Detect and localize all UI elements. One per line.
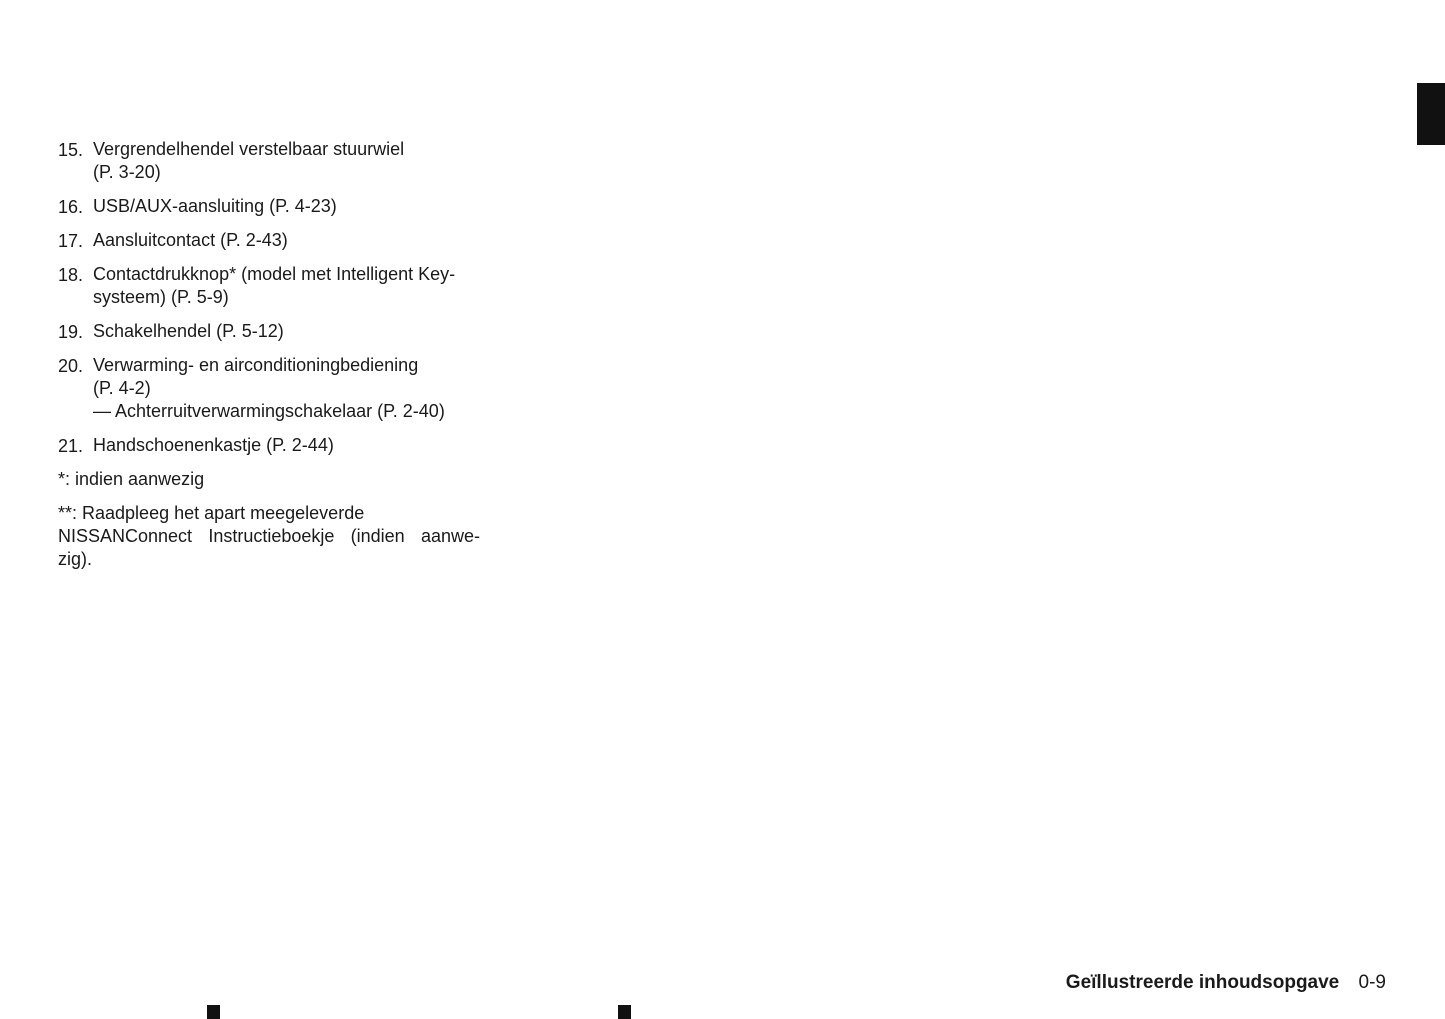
list-item-18 xyxy=(58,263,480,309)
item-text: Verwarming- en airconditioningbediening xyxy=(93,355,419,375)
section-title: Geïllustreerde inhoudsopgave xyxy=(1065,972,1340,993)
item-text: Contactdrukknop* (model met Intelligent Key- xyxy=(93,264,456,284)
item-text: USB/AUX-aansluiting (P. 4-23) xyxy=(93,196,337,216)
item-number: 16. xyxy=(58,197,84,217)
page-footer xyxy=(1066,972,1386,994)
item-text: Aansluitcontact (P. 2-43) xyxy=(93,230,288,250)
item-number: 15. xyxy=(58,140,84,160)
item-text: Handschoenenkastje (P. 2-44) xyxy=(93,435,334,455)
item-number: 21. xyxy=(58,436,84,456)
list-item-20 xyxy=(58,354,480,423)
item-page-ref: (P. 3-20) xyxy=(93,162,161,182)
list-item-15 xyxy=(58,138,480,184)
list-item-21 xyxy=(58,434,480,457)
list-item-16 xyxy=(58,195,480,218)
item-number: 20. xyxy=(58,356,84,376)
footnote-optional: *: indien aanwezig xyxy=(58,469,205,489)
section-edge-tab xyxy=(1417,83,1445,145)
item-text: Vergrendelhendel verstelbaar stuurwiel xyxy=(93,139,405,159)
footnote-nissanconnect xyxy=(58,502,480,571)
item-list-column xyxy=(58,138,480,582)
crop-mark-center xyxy=(618,1005,631,1019)
list-item-19 xyxy=(58,320,480,343)
crop-mark-left xyxy=(207,1005,220,1019)
footnote-line: **: Raadpleeg het apart meegeleverde xyxy=(58,503,365,523)
item-number: 19. xyxy=(58,322,84,342)
list-item-17 xyxy=(58,229,480,252)
item-text: Schakelhendel (P. 5-12) xyxy=(93,321,284,341)
item-text-continued: systeem) (P. 5-9) xyxy=(93,287,229,307)
item-number: 17. xyxy=(58,231,84,251)
item-number: 18. xyxy=(58,265,84,285)
footnote-line: zig). xyxy=(58,549,93,569)
page-number: 0-9 xyxy=(1358,972,1386,993)
footnote-line: NISSANConnect Instructieboekje (indien aanwe- xyxy=(58,526,480,546)
item-subitem: — Achterruitverwarmingschakelaar (P. 2-40) xyxy=(93,401,445,421)
item-page-ref: (P. 4-2) xyxy=(93,378,151,398)
